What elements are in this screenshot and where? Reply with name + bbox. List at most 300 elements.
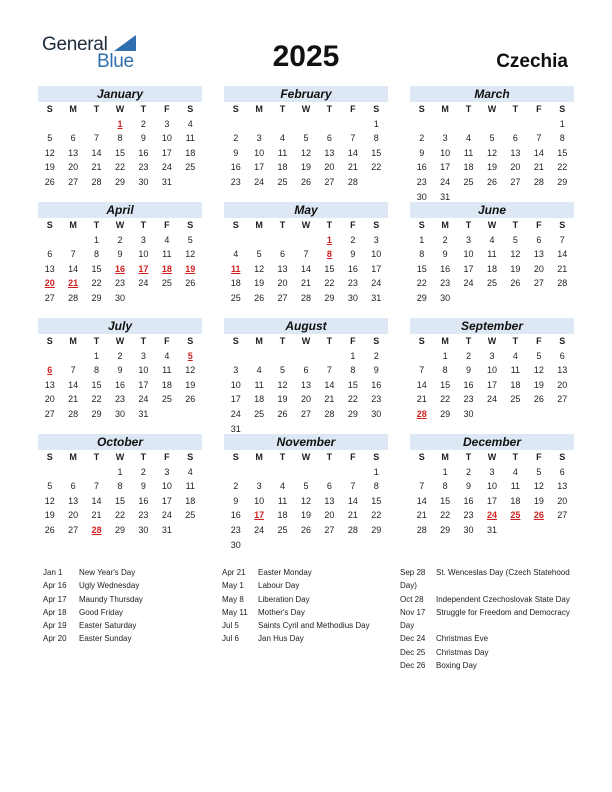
day-cell: 8 — [442, 365, 448, 376]
day-cell: 18 — [486, 263, 497, 274]
day-cell: 7 — [94, 133, 100, 144]
day-cell: 16 — [463, 379, 474, 390]
weekday-label: M — [69, 452, 77, 462]
day-cell: 20 — [44, 394, 55, 405]
day-cell: 6 — [303, 365, 309, 376]
holiday-name: Good Friday — [79, 607, 124, 617]
day-cell: 23 — [230, 176, 241, 187]
holiday-item — [43, 566, 203, 579]
day-cell: 10 — [486, 481, 497, 492]
empty-cell — [247, 233, 270, 248]
day-cell: 30 — [114, 292, 125, 303]
day-cell: 18 — [230, 278, 241, 289]
holiday-name: Christmas Day — [436, 647, 489, 657]
day-cell: 6 — [70, 481, 76, 492]
day-cell: 28 — [347, 176, 358, 187]
holiday-day-cell: 1 — [117, 118, 123, 129]
day-cell: 3 — [164, 118, 170, 129]
day-cell: 23 — [463, 394, 474, 405]
day-cell: 25 — [254, 408, 265, 419]
day-cell: 10 — [371, 249, 382, 260]
day-cell: 30 — [138, 176, 149, 187]
weekday-label: W — [487, 220, 497, 230]
day-cell: 12 — [533, 365, 544, 376]
day-cell: 17 — [161, 147, 172, 158]
day-cell: 3 — [140, 350, 146, 361]
day-cell: 15 — [347, 379, 358, 390]
holiday-name: Easter Monday — [258, 568, 312, 577]
holiday-day-cell: 28 — [91, 524, 102, 535]
weekday-label: S — [232, 336, 239, 346]
weekday-label: T — [512, 220, 519, 230]
day-cell: 14 — [347, 147, 358, 158]
day-cell: 30 — [114, 408, 125, 419]
holiday-date: Dec 24 — [400, 634, 426, 644]
day-cell: 20 — [324, 162, 335, 173]
weekday-label: T — [326, 452, 333, 462]
day-cell: 11 — [254, 379, 264, 390]
month-june — [410, 202, 574, 306]
empty-cell — [224, 349, 247, 364]
month-days-grid — [224, 218, 388, 306]
day-cell: 28 — [68, 292, 79, 303]
weekday-label: W — [487, 452, 497, 462]
day-cell: 25 — [185, 162, 196, 173]
month-title: April — [38, 202, 202, 218]
day-cell: 23 — [114, 278, 125, 289]
holiday-day-cell: 18 — [161, 263, 172, 274]
day-cell: 17 — [486, 379, 497, 390]
weekday-label: T — [326, 104, 333, 114]
weekday-label: T — [93, 452, 100, 462]
day-cell: 19 — [486, 162, 497, 173]
empty-cell — [294, 349, 317, 364]
holiday-date: Oct 28 — [400, 594, 424, 604]
day-cell: 25 — [277, 176, 288, 187]
day-cell: 4 — [233, 249, 239, 260]
weekday-label: S — [559, 220, 566, 230]
day-cell: 1 — [373, 466, 379, 477]
weekday-label: T — [512, 452, 519, 462]
day-cell: 20 — [68, 510, 79, 521]
day-cell: 1 — [419, 234, 425, 245]
weekday-label: F — [164, 336, 170, 346]
holiday-item — [400, 646, 575, 659]
logo-text-general: General — [42, 34, 108, 55]
empty-cell — [271, 465, 294, 480]
holiday-date: May 11 — [222, 607, 248, 617]
day-cell: 21 — [347, 510, 358, 521]
day-cell: 27 — [68, 524, 79, 535]
country-label: Czechia — [496, 51, 568, 72]
day-cell: 20 — [510, 162, 521, 173]
day-cell: 21 — [416, 510, 427, 521]
day-cell: 3 — [256, 133, 262, 144]
empty-cell — [85, 117, 108, 132]
day-cell: 5 — [47, 481, 53, 492]
day-cell: 31 — [371, 292, 382, 303]
holiday-item — [222, 606, 387, 619]
month-february — [224, 86, 388, 190]
weekday-label: W — [115, 452, 125, 462]
holiday-item — [222, 579, 387, 592]
day-cell: 25 — [510, 394, 521, 405]
day-cell: 1 — [350, 350, 356, 361]
weekday-label: S — [187, 452, 194, 462]
day-cell: 26 — [185, 394, 196, 405]
day-cell: 11 — [162, 365, 172, 376]
day-cell: 20 — [533, 263, 544, 274]
day-cell: 27 — [300, 408, 311, 419]
day-cell: 31 — [138, 408, 149, 419]
day-cell: 25 — [277, 524, 288, 535]
day-cell: 11 — [277, 495, 288, 506]
day-cell: 28 — [416, 524, 427, 535]
day-cell: 16 — [230, 162, 241, 173]
holiday-date: Apr 21 — [222, 568, 246, 577]
holiday-name: Struggle for Freedom and Democracy Day — [400, 607, 570, 631]
day-cell: 16 — [347, 263, 358, 274]
day-cell: 21 — [557, 263, 568, 274]
day-cell: 27 — [533, 278, 544, 289]
weekday-label: T — [465, 104, 472, 114]
day-cell: 9 — [117, 365, 123, 376]
day-cell: 30 — [416, 191, 427, 202]
weekday-label: F — [350, 452, 356, 462]
empty-cell — [341, 117, 364, 132]
day-cell: 21 — [347, 162, 358, 173]
day-cell: 12 — [486, 147, 497, 158]
day-cell: 10 — [161, 133, 172, 144]
day-cell: 17 — [440, 162, 451, 173]
day-cell: 26 — [44, 176, 55, 187]
empty-cell — [457, 117, 480, 132]
day-cell: 27 — [510, 176, 521, 187]
day-cell: 1 — [559, 118, 565, 129]
day-cell: 27 — [324, 524, 335, 535]
weekday-label: T — [93, 336, 100, 346]
holiday-name: Liberation Day — [258, 594, 310, 604]
month-days-grid — [410, 218, 574, 306]
day-cell: 21 — [300, 278, 311, 289]
weekday-label: F — [350, 220, 356, 230]
holiday-column — [400, 566, 575, 672]
day-cell: 12 — [185, 249, 196, 260]
day-cell: 22 — [324, 278, 335, 289]
day-cell: 5 — [256, 249, 262, 260]
holiday-item — [222, 619, 387, 632]
holiday-date: Jan 1 — [43, 568, 63, 577]
empty-cell — [527, 117, 550, 132]
weekday-label: T — [512, 336, 519, 346]
day-cell: 25 — [230, 292, 241, 303]
holiday-date: Apr 18 — [43, 607, 67, 617]
day-cell: 14 — [68, 379, 79, 390]
day-cell: 3 — [466, 234, 472, 245]
day-cell: 23 — [138, 510, 149, 521]
empty-cell — [224, 233, 247, 248]
day-cell: 18 — [277, 510, 288, 521]
weekday-label: M — [255, 336, 263, 346]
day-cell: 28 — [324, 408, 335, 419]
holiday-item — [43, 606, 203, 619]
weekday-label: S — [46, 104, 53, 114]
day-cell: 4 — [489, 234, 495, 245]
day-cell: 19 — [254, 278, 265, 289]
weekday-label: M — [69, 336, 77, 346]
day-cell: 8 — [117, 133, 123, 144]
day-cell: 6 — [326, 133, 332, 144]
day-cell: 27 — [44, 292, 55, 303]
month-title: October — [38, 434, 202, 450]
day-cell: 18 — [161, 379, 172, 390]
day-cell: 24 — [254, 524, 265, 535]
day-cell: 15 — [371, 147, 382, 158]
empty-cell — [318, 349, 341, 364]
day-cell: 20 — [277, 278, 288, 289]
day-cell: 28 — [347, 524, 358, 535]
day-cell: 10 — [138, 249, 149, 260]
weekday-label: F — [536, 220, 542, 230]
day-cell: 27 — [68, 176, 79, 187]
empty-cell — [271, 117, 294, 132]
holiday-day-cell: 1 — [326, 234, 332, 245]
holiday-day-cell: 24 — [486, 510, 497, 521]
day-cell: 11 — [510, 481, 521, 492]
day-cell: 20 — [557, 379, 568, 390]
month-title: March — [410, 86, 574, 102]
day-cell: 27 — [44, 408, 55, 419]
day-cell: 14 — [300, 263, 311, 274]
day-cell: 2 — [466, 350, 472, 361]
day-cell: 24 — [161, 162, 172, 173]
holiday-day-cell: 26 — [533, 510, 544, 521]
day-cell: 23 — [371, 394, 382, 405]
day-cell: 7 — [70, 249, 76, 260]
day-cell: 2 — [466, 466, 472, 477]
day-cell: 4 — [512, 466, 518, 477]
holiday-date: Apr 16 — [43, 581, 67, 591]
day-cell: 18 — [463, 162, 474, 173]
day-cell: 4 — [280, 133, 286, 144]
day-cell: 11 — [185, 133, 195, 144]
holiday-day-cell: 19 — [185, 263, 196, 274]
day-cell: 12 — [533, 481, 544, 492]
day-cell: 13 — [533, 249, 544, 260]
day-cell: 7 — [559, 234, 565, 245]
day-cell: 5 — [303, 133, 309, 144]
day-cell: 25 — [161, 394, 172, 405]
holiday-column — [43, 566, 203, 646]
day-cell: 30 — [347, 292, 358, 303]
day-cell: 31 — [161, 524, 172, 535]
weekday-label: M — [441, 104, 449, 114]
day-cell: 8 — [94, 365, 100, 376]
day-cell: 25 — [463, 176, 474, 187]
day-cell: 19 — [300, 510, 311, 521]
day-cell: 14 — [91, 495, 102, 506]
weekday-label: F — [350, 336, 356, 346]
weekday-label: T — [279, 220, 286, 230]
day-cell: 8 — [94, 249, 100, 260]
holiday-date: Sep 28 — [400, 568, 426, 577]
day-cell: 14 — [91, 147, 102, 158]
weekday-label: F — [536, 336, 542, 346]
day-cell: 17 — [486, 495, 497, 506]
day-cell: 23 — [114, 394, 125, 405]
day-cell: 10 — [254, 147, 265, 158]
day-cell: 20 — [68, 162, 79, 173]
month-september — [410, 318, 574, 422]
day-cell: 1 — [94, 350, 100, 361]
day-cell: 9 — [419, 147, 425, 158]
empty-cell — [224, 465, 247, 480]
weekday-label: T — [140, 452, 147, 462]
day-cell: 15 — [91, 263, 102, 274]
day-cell: 11 — [162, 249, 172, 260]
month-march — [410, 86, 574, 204]
day-cell: 14 — [533, 147, 544, 158]
day-cell: 24 — [371, 278, 382, 289]
weekday-label: F — [164, 220, 170, 230]
day-cell: 2 — [140, 118, 146, 129]
day-cell: 6 — [47, 249, 53, 260]
holiday-day-cell: 17 — [254, 510, 265, 521]
day-cell: 22 — [371, 162, 382, 173]
day-cell: 2 — [233, 481, 239, 492]
day-cell: 19 — [185, 379, 196, 390]
day-cell: 29 — [347, 408, 358, 419]
day-cell: 29 — [324, 292, 335, 303]
empty-cell — [61, 117, 84, 132]
holiday-date: Dec 26 — [400, 661, 426, 671]
empty-cell — [247, 117, 270, 132]
day-cell: 25 — [486, 278, 497, 289]
day-cell: 30 — [463, 524, 474, 535]
day-cell: 10 — [440, 147, 451, 158]
weekday-label: M — [255, 104, 263, 114]
day-cell: 11 — [463, 147, 474, 158]
day-cell: 20 — [300, 394, 311, 405]
day-cell: 5 — [536, 350, 542, 361]
day-cell: 27 — [324, 176, 335, 187]
day-cell: 10 — [138, 365, 149, 376]
day-cell: 13 — [300, 379, 311, 390]
day-cell: 6 — [326, 481, 332, 492]
day-cell: 23 — [416, 176, 427, 187]
day-cell: 18 — [185, 147, 196, 158]
weekday-label: F — [536, 452, 542, 462]
day-cell: 1 — [373, 118, 379, 129]
month-days-grid — [224, 102, 388, 190]
day-cell: 10 — [486, 365, 497, 376]
day-cell: 9 — [350, 249, 356, 260]
empty-cell — [38, 465, 61, 480]
day-cell: 15 — [324, 263, 335, 274]
day-cell: 21 — [416, 394, 427, 405]
day-cell: 15 — [114, 495, 125, 506]
weekday-label: M — [69, 220, 77, 230]
day-cell: 2 — [140, 466, 146, 477]
day-cell: 23 — [440, 278, 451, 289]
day-cell: 24 — [254, 176, 265, 187]
day-cell: 13 — [324, 495, 335, 506]
month-title: July — [38, 318, 202, 334]
day-cell: 1 — [442, 350, 448, 361]
weekday-label: S — [46, 220, 53, 230]
day-cell: 18 — [510, 495, 521, 506]
day-cell: 20 — [324, 510, 335, 521]
day-cell: 30 — [230, 539, 241, 550]
month-days-grid — [410, 334, 574, 422]
day-cell: 9 — [233, 495, 239, 506]
weekday-label: T — [279, 452, 286, 462]
empty-cell — [61, 349, 84, 364]
day-cell: 31 — [486, 524, 497, 535]
day-cell: 7 — [326, 365, 332, 376]
holiday-day-cell: 20 — [44, 278, 55, 289]
weekday-label: S — [232, 452, 239, 462]
day-cell: 3 — [489, 466, 495, 477]
day-cell: 24 — [486, 394, 497, 405]
weekday-label: T — [93, 220, 100, 230]
holiday-day-cell: 5 — [187, 350, 193, 361]
day-cell: 18 — [185, 495, 196, 506]
day-cell: 26 — [254, 292, 265, 303]
day-cell: 14 — [68, 263, 79, 274]
day-cell: 11 — [277, 147, 288, 158]
day-cell: 3 — [489, 350, 495, 361]
month-october — [38, 434, 202, 538]
holiday-day-cell: 11 — [230, 263, 241, 274]
weekday-label: S — [373, 104, 380, 114]
day-cell: 27 — [557, 510, 568, 521]
weekday-label: M — [69, 104, 77, 114]
day-cell: 26 — [185, 278, 196, 289]
day-cell: 22 — [440, 510, 451, 521]
day-cell: 24 — [463, 278, 474, 289]
empty-cell — [61, 465, 84, 480]
holiday-item — [400, 606, 575, 633]
holiday-name: Easter Sunday — [79, 634, 132, 644]
empty-cell — [294, 117, 317, 132]
day-cell: 12 — [185, 365, 196, 376]
holiday-item — [222, 632, 387, 645]
day-cell: 5 — [303, 481, 309, 492]
weekday-label: M — [441, 336, 449, 346]
holiday-item — [400, 566, 575, 593]
day-cell: 5 — [47, 133, 53, 144]
holiday-day-cell: 17 — [138, 263, 149, 274]
day-cell: 1 — [117, 466, 123, 477]
day-cell: 5 — [280, 365, 286, 376]
month-days-grid — [38, 450, 202, 538]
day-cell: 13 — [277, 263, 288, 274]
month-april — [38, 202, 202, 306]
empty-cell — [85, 465, 108, 480]
day-cell: 6 — [280, 249, 286, 260]
day-cell: 9 — [373, 365, 379, 376]
empty-cell — [318, 117, 341, 132]
day-cell: 27 — [557, 394, 568, 405]
day-cell: 18 — [254, 394, 265, 405]
day-cell: 29 — [91, 292, 102, 303]
day-cell: 12 — [44, 147, 55, 158]
empty-cell — [247, 465, 270, 480]
holiday-item — [43, 579, 203, 592]
day-cell: 11 — [510, 365, 521, 376]
holiday-day-cell: 25 — [510, 510, 521, 521]
